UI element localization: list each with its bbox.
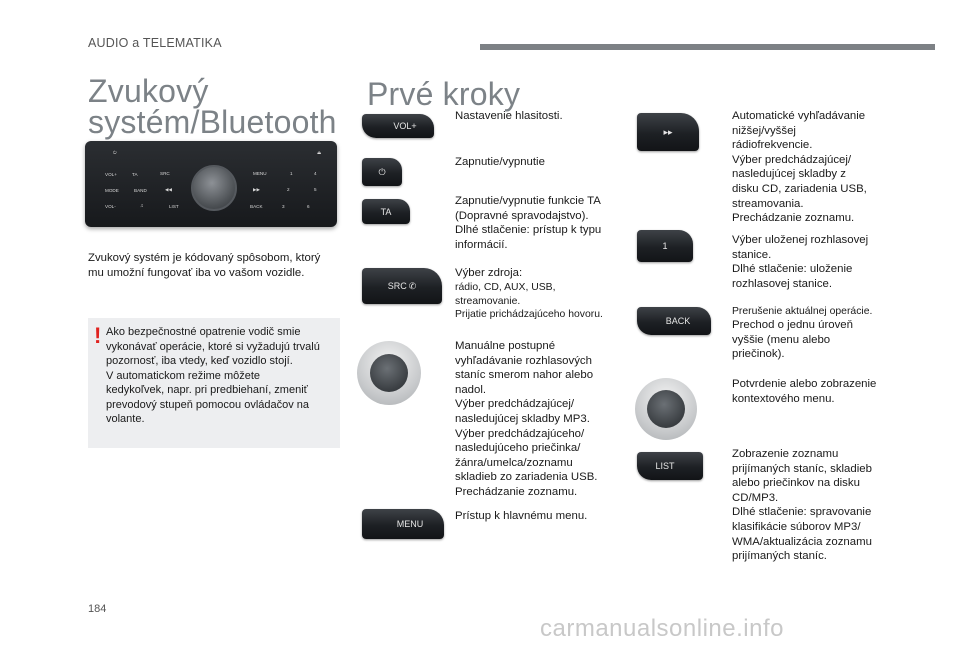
panel-vol-plus: VOL+ (105, 172, 117, 177)
forward-button-image (637, 113, 699, 151)
panel-num5: 5 (314, 187, 317, 192)
panel-num1: 1 (290, 171, 293, 176)
panel-menu: MENU (253, 171, 267, 176)
step-list: Zobrazenie zoznamu prijímaných staníc, skladieb alebo priečinkov na disku CD/MP3. Dlhé stlačenie: spravovanie klasifikácie súborov MP3/ WMA/aktualizácia zoznamu prijímaných staníc. (732, 448, 872, 563)
panel-list: LIST (169, 204, 179, 209)
step-knob-turn: Manuálne postupné vyhľadávanie rozhlasových staníc smerom nahor alebo nadol. Výber predchádzajúcej/ nasledujúcej skladby MP3. Výber predchádzajúceho/ nasledujúceho priečinka/ žánra/umelca/zoznamu skladieb zo zariadenia USB. Prechádzanie zoznamu. (455, 340, 598, 498)
panel-num2: 2 (287, 187, 290, 192)
panel-power-icon: ⏻ (113, 150, 117, 155)
src-button-image: SRC ✆ (362, 268, 442, 304)
step-ta: Zapnutie/vypnutie funkcie TA (Dopravné spravodajstvo). Dlhé stlačenie: prístup k typu informácií. (455, 195, 602, 251)
panel-eject-icon: ⏏ (317, 150, 322, 155)
list-button-image: LIST (637, 452, 703, 480)
panel-src: SRC (160, 171, 170, 176)
header-rule (480, 44, 935, 50)
intro-text: Zvukový systém je kódovaný spôsobom, ktorý mu umožní fungovať iba vo vašom vozidle. (88, 252, 321, 279)
right-title: Prvé kroky (367, 76, 521, 112)
section-header: AUDIO a TELEMATIKA (88, 36, 222, 50)
panel-band: BAND (134, 188, 147, 193)
forward-icon: ▸▸ (663, 126, 673, 137)
step-knob-press: Potvrdenie alebo zobrazenie kontextového menu. (732, 378, 877, 405)
knob-image-2 (635, 378, 697, 440)
step-back: Prechod o jednu úroveň vyššie (menu alebo priečinok). (732, 319, 853, 361)
page-number: 184 (88, 603, 107, 615)
step-preset: Výber uloženej rozhlasovej stanice. Dlhé stlačenie: uloženie rozhlasovej stanice. (732, 234, 869, 290)
step-back-small: Prerušenie aktuálnej operácie. (732, 306, 873, 317)
step-src-detail: rádio, CD, AUX, USB, streamovanie. Prijatie prichádzajúceho hovoru. (455, 282, 603, 320)
panel-forward-icon: ▶▶ (253, 187, 261, 192)
step-volume: Nastavenie hlasitosti. (455, 110, 563, 122)
step-menu: Prístup k hlavnému menu. (455, 510, 588, 522)
power-icon: ⏻ (378, 166, 386, 177)
radio-panel-image (85, 141, 337, 227)
step-seek: Automatické vyhľadávanie nižšej/vyššej rádiofrekvencie. Výber predchádzajúcej/ nasledujúcej skladby z disku CD, zariadenia USB, streamovania. Prechádzanie zoznamu. (732, 110, 867, 225)
panel-vol-minus: VOL- (105, 204, 116, 209)
panel-back: BACK (250, 204, 263, 209)
knob-image-1 (357, 341, 421, 405)
panel-mode: MODE (105, 188, 119, 193)
step-power: Zapnutie/vypnutie (455, 156, 545, 168)
left-title-line2: systém/Bluetooth (88, 104, 337, 140)
panel-knob (191, 165, 237, 211)
preset-button-image: 1 (637, 230, 693, 262)
step-src: Výber zdroja: (455, 267, 523, 279)
ta-button-image: TA (362, 199, 410, 224)
vol-plus-button-image: VOL+ (362, 114, 434, 138)
panel-ta: TA (132, 172, 138, 177)
panel-rewind-icon: ◀◀ (165, 187, 173, 192)
panel-music-icon: ♫ (140, 203, 144, 208)
panel-num6: 6 (307, 204, 310, 209)
panel-num3: 3 (282, 204, 285, 209)
power-button-image (362, 158, 402, 186)
menu-button-image: MENU (362, 509, 444, 539)
panel-num4: 4 (314, 171, 317, 176)
phone-icon: ✆ (408, 280, 417, 291)
watermark: carmanualsonline.info (540, 615, 784, 642)
back-button-image: BACK (637, 307, 711, 335)
left-title-line1: Zvukový (88, 73, 209, 109)
warning-text: Ako bezpečnostné opatrenie vodič smie vykonávať operácie, ktoré si vyžadujú trvalú pozornosť, iba vtedy, keď vozidlo stojí. V automatickom režime môžete kedykoľvek, napr. pri predbiehaní, zmeniť prevodový stupeň pomocou ovládačov na volante. (106, 326, 320, 425)
warning-icon: ! (94, 323, 102, 348)
